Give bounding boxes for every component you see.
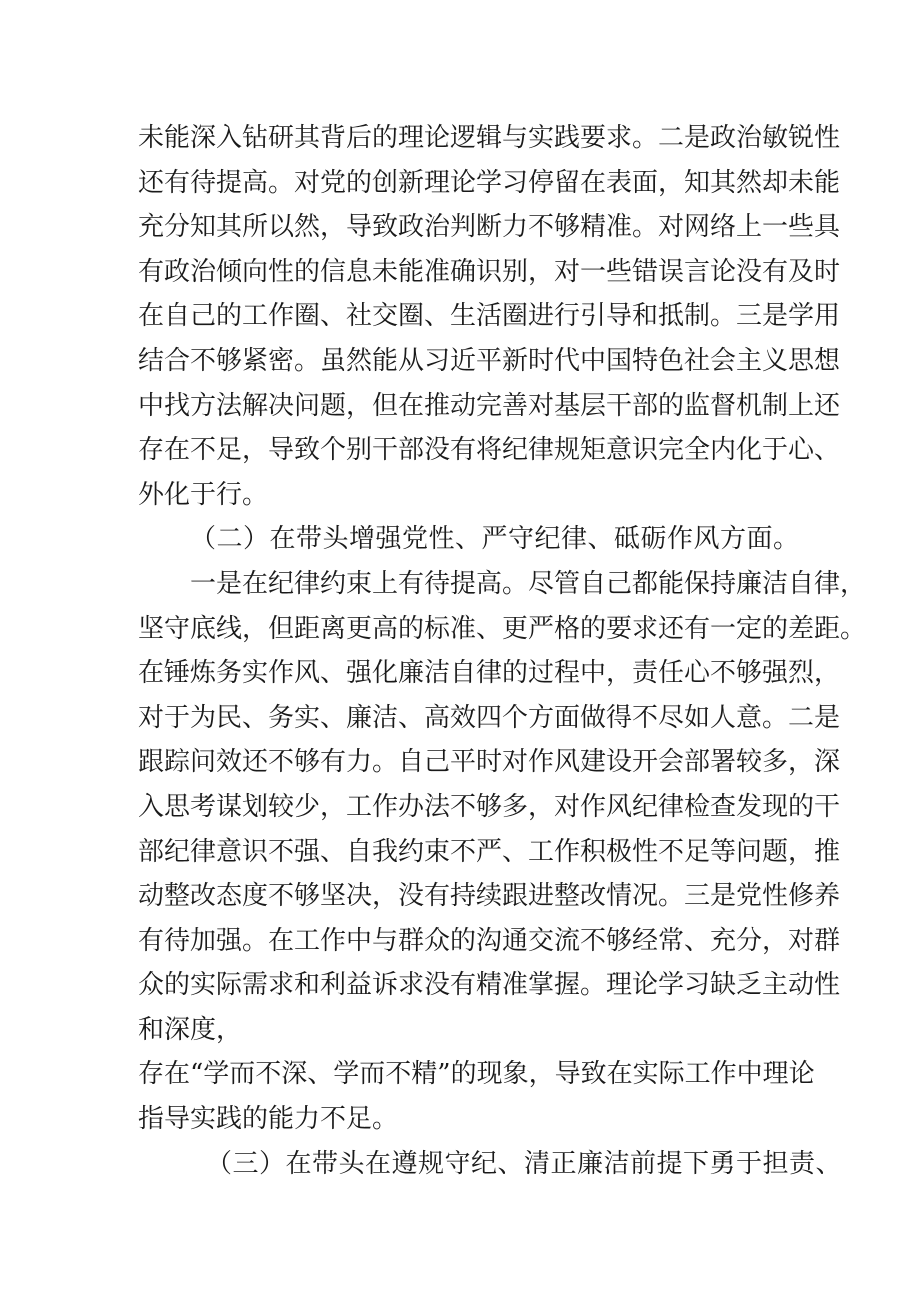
text-line: 在锤炼务实作风、强化廉洁自律的过程中，责任心不够强烈， [138,658,841,689]
text-line: 充分知其所以然，导致政治判断力不够精准。对网络上一些具 [138,212,841,243]
text-line: 指导实践的能力不足。 [138,1104,399,1135]
text-line: 存在“学而不深、学而不精”的现象，导致在实际工作中理论 [138,1059,815,1090]
text-line: 对于为民、务实、廉洁、高效四个方面做得不尽如人意。二是 [138,702,841,733]
section-heading-3: （三）在带头在遵规守纪、清正廉洁前提下勇于担责、 [206,1148,843,1179]
text-line: 和深度， [138,1014,243,1045]
text-line: 一是在纪律约束上有待提高。尽管自己都能保持廉洁自律， [190,568,867,599]
text-line: 还有待提高。对党的创新理论学习停留在表面，知其然却未能 [138,167,841,198]
text-line: 在自己的工作圈、社交圈、生活圈进行引导和抵制。三是学用 [138,301,841,332]
text-line: 未能深入钻研其背后的理论逻辑与实践要求。二是政治敏锐性 [138,123,841,153]
text-line: 存在不足，导致个别干部没有将纪律规矩意识完全内化于心、 [138,435,841,466]
text-line: 动整改态度不够坚决，没有持续跟进整改情况。三是党性修养 [138,881,841,912]
text-line: 入思考谋划较少，工作办法不够多，对作风纪律检查发现的干 [138,791,841,822]
text-line: 跟踪问效还不够有力。自己平时对作风建设开会部署较多，深 [138,747,841,778]
text-line: 结合不够紧密。虽然能从习近平新时代中国特色社会主义思想 [138,345,841,376]
text-line: 部纪律意识不强、自我约束不严、工作积极性不足等问题，推 [138,836,841,867]
body-text [138,116,867,1186]
section-heading-2: （二）在带头增强党性、严守纪律、砥砺作风方面。 [190,524,800,555]
text-line: 众的实际需求和利益诉求没有精准掌握。理论学习缺乏主动性 [138,970,841,1001]
text-line: 坚守底线，但距离更高的标准、更严格的要求还有一定的差距。 [138,613,867,644]
text-line: 外化于行。 [138,479,269,510]
text-line: 中找方法解决问题，但在推动完善对基层干部的监督机制上还 [138,390,841,421]
text-line: 有政治倾向性的信息未能准确识别，对一些错误言论没有及时 [138,256,841,287]
text-line: 有待加强。在工作中与群众的沟通交流不够经常、充分，对群 [138,925,841,956]
